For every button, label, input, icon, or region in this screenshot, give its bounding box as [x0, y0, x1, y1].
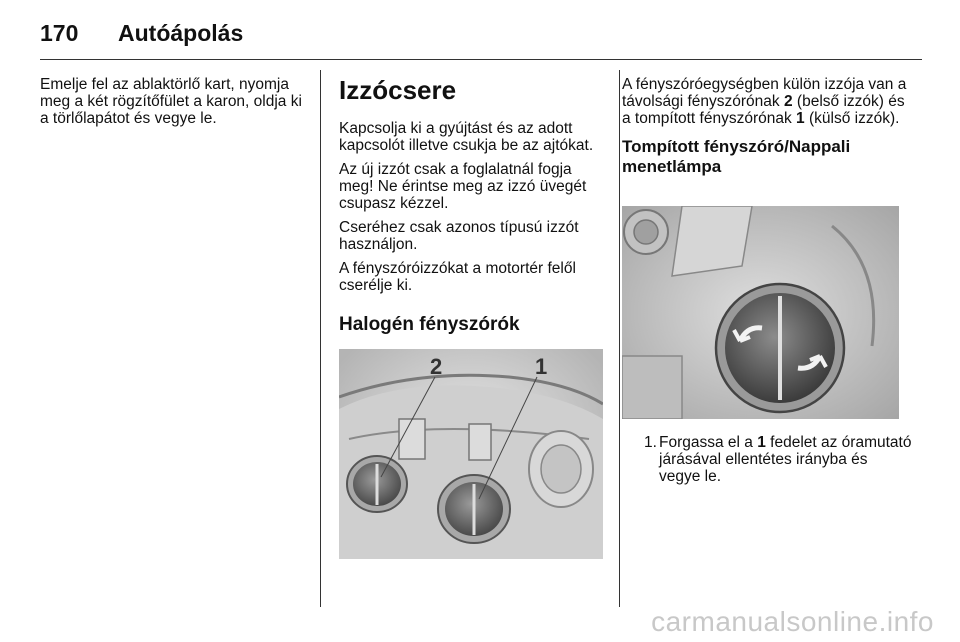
header-rule [40, 59, 922, 60]
page-header [40, 12, 920, 60]
callout-label-1: 1 [535, 354, 548, 379]
low-beam-cover-illustration [622, 206, 899, 419]
headlamp-unit-paragraph: A fényszóróegységben külön izzója van a távolsági fényszórónak 2 (belső izzók) és a tompított fényszórónak 1 (külső izzók). [622, 76, 907, 127]
halogen-headlamp-illustration [339, 349, 603, 559]
instruction-steps [622, 434, 912, 485]
column-2 [339, 76, 605, 346]
paragraph-ignition: Kapcsolja ki a gyújtást és az adott kapcsolót illetve csukja be az ajtókat. [339, 120, 594, 154]
page-number: 170 [40, 20, 79, 46]
watermark: carmanualsonline.info [651, 606, 934, 637]
section-title: Autóápolás [118, 20, 244, 46]
paragraph-handling: Az új izzót csak a foglalatnál fogja meg! Ne érintse meg az izzó üvegét csupasz kézzel. [339, 161, 587, 212]
column-divider-left [320, 70, 321, 607]
bulb-replacement-heading: Izzócsere [339, 75, 457, 105]
callout-label-2: 2 [430, 354, 443, 379]
column-1 [40, 76, 306, 134]
wiper-paragraph: Emelje fel az ablaktörlő kart, nyomja meg a két rögzítőfület a karon, oldja ki a törlőlapátot és vegye le. [40, 76, 302, 127]
column-3 [622, 76, 912, 185]
column-divider-right [619, 70, 620, 607]
step-item: 1. Forgassa el a 1 fedelet az óramutató járásával ellentétes irányba és vegye le. [644, 434, 912, 485]
paragraph-same-type: Cseréhez csak azonos típusú izzót használjon. [339, 219, 579, 253]
step-number: 1. [644, 434, 657, 451]
paragraph-engine-side: A fényszóróizzókat a motortér felől cserélje ki. [339, 260, 576, 294]
low-beam-drl-heading: Tompított fényszóró/Nappali menetlámpa [622, 137, 851, 176]
halogen-headlights-heading: Halogén fényszórók [339, 314, 520, 335]
